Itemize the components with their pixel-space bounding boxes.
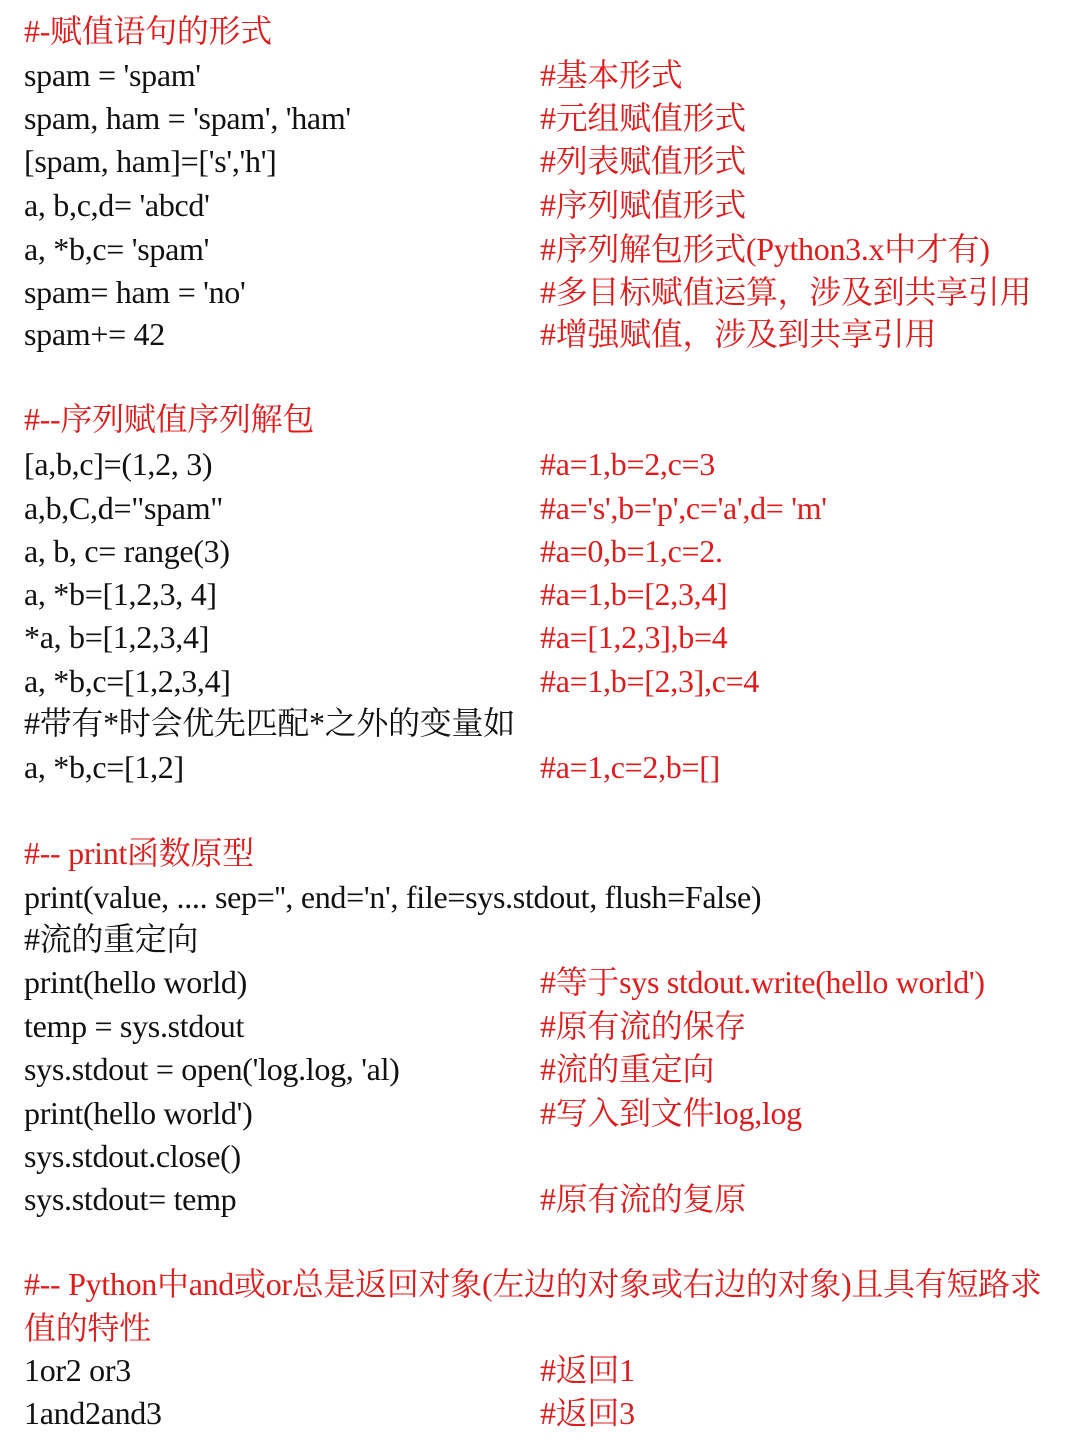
comment-text: #a=[1,2,3],b=4 bbox=[540, 619, 728, 655]
code-line bbox=[0, 228, 1080, 271]
code-text: spam+= 42 bbox=[24, 316, 165, 352]
section-heading-assignment bbox=[0, 10, 1080, 53]
code-line bbox=[0, 140, 1080, 183]
code-text: a, *b,c= 'spam' bbox=[24, 231, 210, 267]
code-text: 1or2 or3 bbox=[24, 1352, 131, 1388]
code-text: spam= ham = 'no' bbox=[24, 274, 246, 310]
code-line bbox=[0, 1048, 1080, 1091]
code-line bbox=[0, 54, 1080, 97]
code-line bbox=[0, 530, 1080, 573]
section-heading-and-or bbox=[0, 1262, 1080, 1350]
note-text: #带有*时会优先匹配*之外的变量如 bbox=[24, 705, 515, 741]
code-text: print(value, .... sep='', end='n', file=sys.stdout, flush=False) bbox=[24, 879, 762, 915]
comment-text: #a=1,c=2,b=[] bbox=[540, 749, 720, 785]
heading-text: #--序列赋值序列解包 bbox=[24, 401, 315, 437]
comment-text: #基本形式 bbox=[540, 57, 683, 93]
code-line bbox=[0, 1392, 1080, 1435]
comment-text: #返回3 bbox=[540, 1395, 635, 1431]
code-text: [spam, ham]=['s','h'] bbox=[24, 143, 277, 179]
code-text: 1and2and3 bbox=[24, 1395, 162, 1431]
comment-text: #a=0,b=1,c=2. bbox=[540, 533, 723, 569]
comment-text: #元组赋值形式 bbox=[540, 100, 746, 136]
comment-text: #流的重定向 bbox=[540, 1051, 715, 1087]
code-text: [a,b,c]=(1,2, 3) bbox=[24, 446, 213, 482]
code-text: a, *b=[1,2,3, 4] bbox=[24, 576, 217, 612]
code-line bbox=[0, 271, 1080, 314]
note-line bbox=[0, 702, 1080, 745]
code-line bbox=[0, 746, 1080, 789]
code-line bbox=[0, 1178, 1080, 1221]
comment-text: #等于sys stdout.write(hello world') bbox=[540, 964, 985, 1000]
code-line bbox=[0, 313, 1080, 356]
comment-text: #a='s',b='p',c='a',d= 'm' bbox=[540, 490, 827, 526]
comment-text: #多目标赋值运算，涉及到共享引用 bbox=[540, 274, 1032, 310]
code-text: spam, ham = 'spam', 'ham' bbox=[24, 100, 351, 136]
comment-text: #a=1,b=[2,3],c=4 bbox=[540, 663, 760, 699]
code-text: sys.stdout= temp bbox=[24, 1181, 237, 1217]
heading-text: #-- Python中and或or总是返回对象(左边的对象或右边的对象)且具有短路求值的特性 bbox=[24, 1266, 1042, 1346]
heading-text: #-赋值语句的形式 bbox=[24, 13, 272, 49]
comment-text: #a=1,b=[2,3,4] bbox=[540, 576, 728, 612]
code-text: sys.stdout = open('log.log, 'al) bbox=[24, 1051, 400, 1087]
code-text: spam = 'spam' bbox=[24, 57, 201, 93]
code-line bbox=[0, 961, 1080, 1004]
comment-text: #增强赋值，涉及到共享引用 bbox=[540, 316, 937, 352]
code-text: *a, b=[1,2,3,4] bbox=[24, 619, 210, 655]
code-line bbox=[0, 660, 1080, 703]
comment-text: #返回1 bbox=[540, 1352, 635, 1388]
code-text: a, b,c,d= 'abcd' bbox=[24, 187, 210, 223]
code-text: a, *b,c=[1,2,3,4] bbox=[24, 663, 231, 699]
code-text: sys.stdout.close() bbox=[24, 1138, 241, 1174]
code-line bbox=[0, 487, 1080, 530]
code-text: print(hello world') bbox=[24, 1095, 253, 1131]
comment-text: #序列赋值形式 bbox=[540, 187, 746, 223]
code-line bbox=[0, 616, 1080, 659]
code-text: temp = sys.stdout bbox=[24, 1008, 245, 1044]
comment-text: #a=1,b=2,c=3 bbox=[540, 446, 715, 482]
code-line bbox=[0, 573, 1080, 616]
code-line bbox=[0, 443, 1080, 486]
code-text: a, *b,c=[1,2] bbox=[24, 749, 184, 785]
code-line bbox=[0, 97, 1080, 140]
section-heading-print bbox=[0, 832, 1080, 875]
heading-text: #-- print函数原型 bbox=[24, 835, 254, 871]
comment-text: #写入到文件log,log bbox=[540, 1095, 802, 1131]
code-line bbox=[0, 184, 1080, 227]
code-line bbox=[0, 1092, 1080, 1135]
code-line bbox=[0, 1005, 1080, 1048]
note-text: #流的重定向 bbox=[24, 921, 199, 957]
comment-text: #列表赋值形式 bbox=[540, 143, 746, 179]
code-text: a,b,C,d="spam" bbox=[24, 490, 224, 526]
comment-text: #原有流的复原 bbox=[540, 1181, 746, 1217]
code-text: a, b, c= range(3) bbox=[24, 533, 230, 569]
code-line bbox=[0, 1349, 1080, 1392]
comment-text: #序列解包形式(Python3.x中才有) bbox=[540, 231, 990, 267]
signature-line bbox=[0, 876, 1080, 919]
comment-text: #原有流的保存 bbox=[540, 1008, 746, 1044]
note-line bbox=[0, 918, 1080, 961]
code-line bbox=[0, 1135, 1080, 1178]
section-heading-unpacking bbox=[0, 398, 1080, 441]
code-text: print(hello world) bbox=[24, 964, 247, 1000]
